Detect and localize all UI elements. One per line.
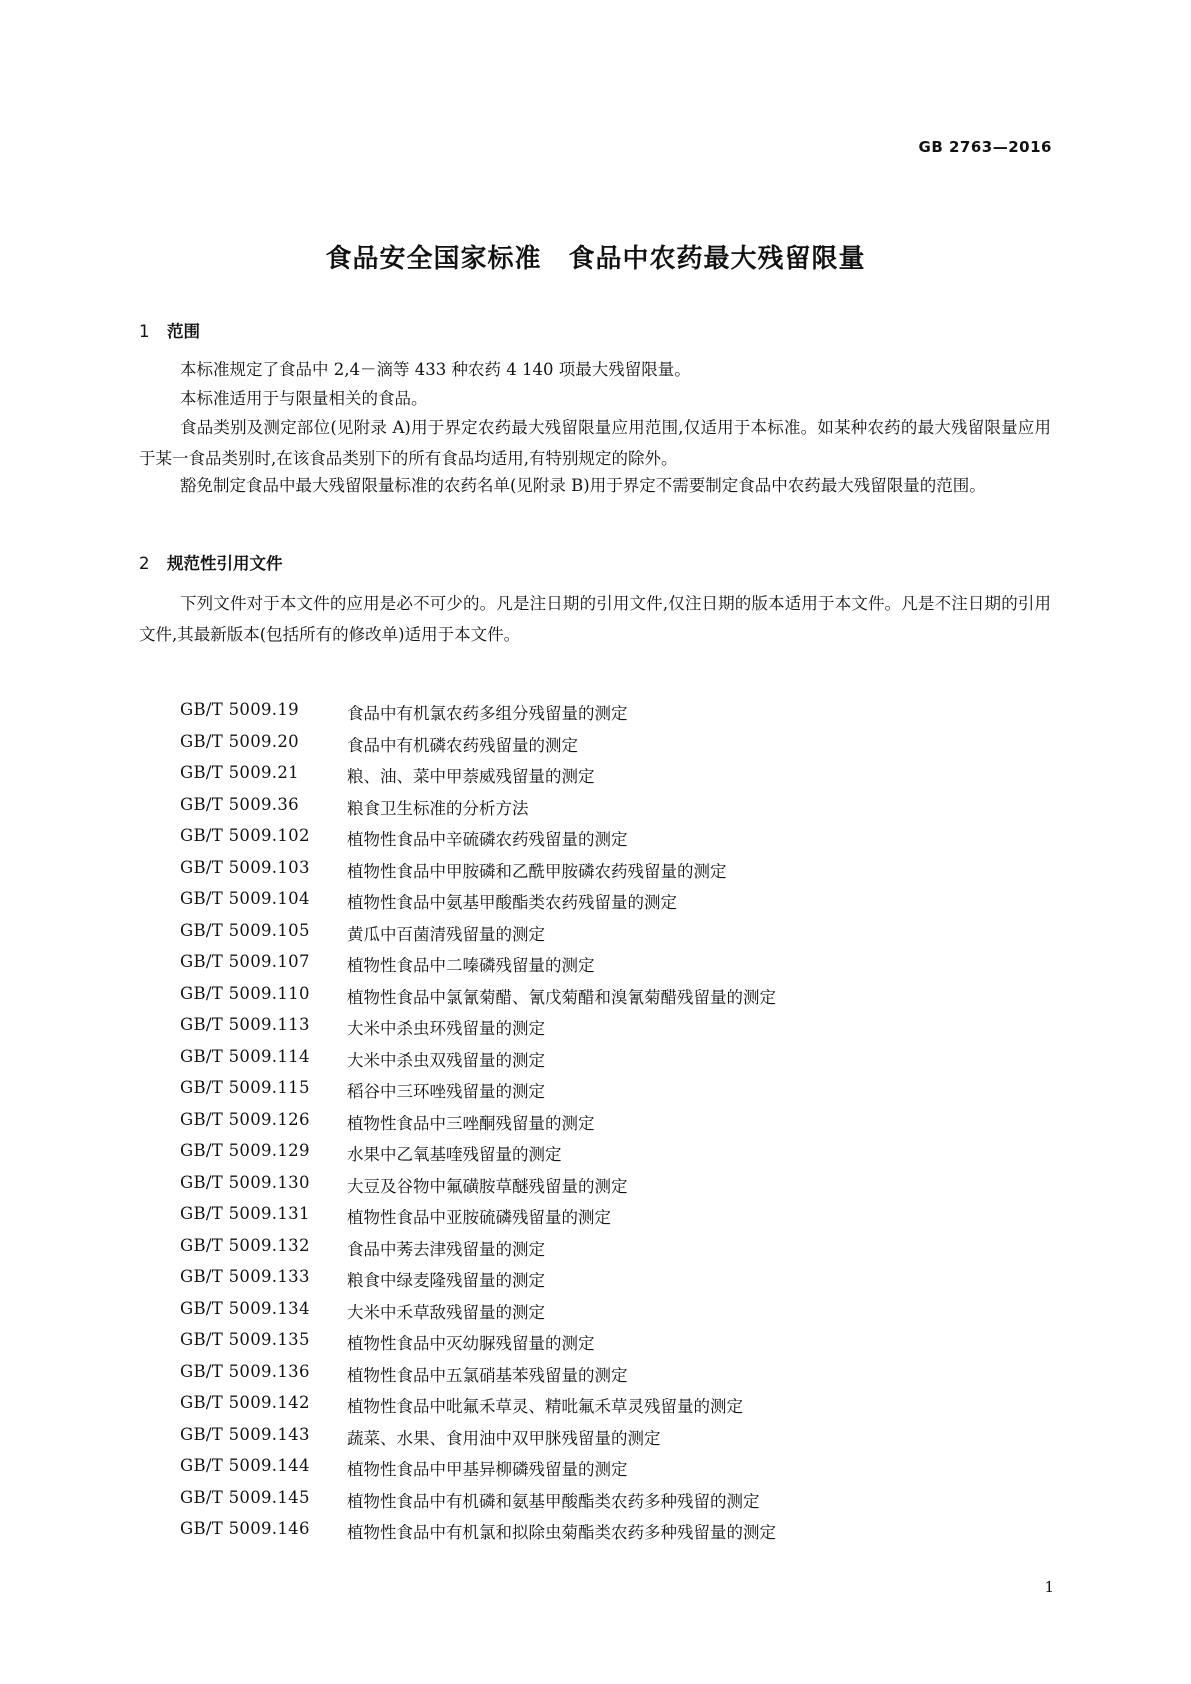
reference-item [180,1330,776,1362]
reference-title: 稻谷中三环唑残留量的测定 [347,1082,545,1101]
page-number: 1 [1044,1578,1054,1596]
reference-item [180,1015,776,1047]
reference-title: 水果中乙氧基喹残留量的测定 [347,1145,562,1164]
reference-code: GB/T 5009.142 [180,1393,310,1412]
reference-title: 粮食中绿麦隆残留量的测定 [347,1271,545,1290]
reference-title: 粮、油、菜中甲萘威残留量的测定 [347,767,595,786]
reference-title: 植物性食品中氨基甲酸酯类农药残留量的测定 [347,893,677,912]
section-1-paragraph-2: 本标准适用于与限量相关的食品。 [180,389,428,408]
reference-title: 植物性食品中甲基异柳磷残留量的测定 [347,1460,628,1479]
reference-code: GB/T 5009.105 [180,920,310,940]
reference-code: GB/T 5009.36 [180,794,299,814]
reference-item [180,1456,776,1488]
reference-title: 大米中杀虫环残留量的测定 [347,1019,545,1038]
reference-item [180,858,776,890]
reference-item [180,1141,776,1173]
reference-title: 黄瓜中百菌清残留量的测定 [347,924,545,944]
reference-title: 植物性食品中甲胺磷和乙酰甲胺磷农药残留量的测定 [347,861,727,881]
section-1-paragraph-4: 豁免制定食品中最大残留限量标准的农药名单(见附录 B)用于界定不需要制定食品中农药最大残留限量的范围。 [180,476,986,495]
reference-item [180,700,776,732]
reference-item [180,921,776,953]
reference-title: 粮食卫生标准的分析方法 [347,798,529,818]
reference-code: GB/T 5009.134 [180,1298,310,1318]
reference-title: 植物性食品中亚胺硫磷残留量的测定 [347,1208,611,1227]
section-1-paragraph-1: 本标准规定了食品中 2,4－滴等 433 种农药 4 140 项最大残留限量。 [180,360,691,379]
section-2-heading [139,550,283,574]
reference-code: GB/T 5009.146 [180,1519,310,1538]
reference-item [180,763,776,795]
reference-item [180,1236,776,1268]
reference-title: 大米中禾草敌残留量的测定 [347,1302,545,1322]
reference-item [180,1110,776,1142]
section-1-paragraph-3: 食品类别及测定部位(见附录 A)用于界定农药最大残留限量应用范围,仅适用于本标准。如某种农药的最大残留限量应用于某一食品类别时,在该食品类别下的所有食品均适用,有特别规定的除外。 [139,418,1051,468]
reference-title: 植物性食品中五氯硝基苯残留量的测定 [347,1365,628,1385]
reference-item [180,1488,776,1520]
reference-code: GB/T 5009.103 [180,857,310,877]
reference-item [180,1078,776,1110]
section-2-intro: 下列文件对于本文件的应用是必不可少的。凡是注日期的引用文件,仅注日期的版本适用于本文件。凡是不注日期的引用文件,其最新版本(包括所有的修改单)适用于本文件。 [139,594,1051,644]
reference-item [180,952,776,984]
section-2-number: 2 [139,554,150,573]
reference-list [180,700,776,1551]
reference-code: GB/T 5009.135 [180,1330,310,1349]
reference-code: GB/T 5009.143 [180,1424,310,1444]
section-2-title: 规范性引用文件 [167,554,283,573]
reference-code: GB/T 5009.130 [180,1172,310,1192]
reference-item [180,1173,776,1205]
reference-title: 植物性食品中氯氰菊醋、氰戊菊醋和溴氰菊醋残留量的测定 [347,987,776,1007]
reference-title: 植物性食品中辛硫磷农药残留量的测定 [347,830,628,849]
reference-item [180,1204,776,1236]
reference-item [180,1362,776,1394]
reference-title: 植物性食品中三唑酮残留量的测定 [347,1113,595,1133]
reference-item [180,1267,776,1299]
reference-title: 食品中莠去津残留量的测定 [347,1239,545,1259]
reference-item [180,984,776,1016]
reference-code: GB/T 5009.129 [180,1141,310,1160]
reference-item [180,826,776,858]
reference-item [180,1393,776,1425]
standard-code: GB 2763—2016 [918,138,1052,156]
reference-code: GB/T 5009.21 [180,763,299,782]
reference-code: GB/T 5009.102 [180,826,310,845]
reference-code: GB/T 5009.132 [180,1235,310,1255]
reference-title: 植物性食品中有机磷和氨基甲酸酯类农药多种残留的测定 [347,1491,760,1511]
reference-code: GB/T 5009.115 [180,1078,310,1097]
reference-item [180,732,776,764]
reference-code: GB/T 5009.20 [180,731,299,751]
section-1-number: 1 [139,322,150,341]
reference-title: 植物性食品中吡氟禾草灵、精吡氟禾草灵残留量的测定 [347,1397,743,1416]
reference-code: GB/T 5009.133 [180,1267,310,1286]
reference-item [180,889,776,921]
reference-item [180,1425,776,1457]
reference-item [180,1519,776,1551]
reference-code: GB/T 5009.145 [180,1487,310,1507]
reference-title: 大米中杀虫双残留量的测定 [347,1050,545,1070]
reference-title: 植物性食品中灭幼脲残留量的测定 [347,1334,595,1353]
document-title: 食品安全国家标准 食品中农药最大残留限量 [325,244,866,274]
reference-code: GB/T 5009.131 [180,1204,310,1223]
reference-code: GB/T 5009.19 [180,700,299,719]
section-1-heading [139,318,200,342]
reference-item [180,795,776,827]
reference-item [180,1299,776,1331]
reference-title: 食品中有机氯农药多组分残留量的测定 [347,704,628,723]
reference-code: GB/T 5009.144 [180,1456,310,1475]
reference-item [180,1047,776,1079]
section-1-title: 范围 [167,322,200,341]
reference-code: GB/T 5009.136 [180,1361,310,1381]
reference-code: GB/T 5009.114 [180,1046,310,1066]
reference-code: GB/T 5009.126 [180,1109,310,1129]
reference-code: GB/T 5009.110 [180,983,310,1003]
reference-code: GB/T 5009.107 [180,952,310,971]
reference-title: 植物性食品中二嗪磷残留量的测定 [347,956,595,975]
reference-title: 蔬菜、水果、食用油中双甲脒残留量的测定 [347,1428,661,1448]
reference-title: 植物性食品中有机氯和拟除虫菊酯类农药多种残留量的测定 [347,1523,776,1542]
reference-code: GB/T 5009.104 [180,889,310,908]
reference-title: 食品中有机磷农药残留量的测定 [347,735,578,755]
reference-title: 大豆及谷物中氟磺胺草醚残留量的测定 [347,1176,628,1196]
reference-code: GB/T 5009.113 [180,1015,310,1034]
